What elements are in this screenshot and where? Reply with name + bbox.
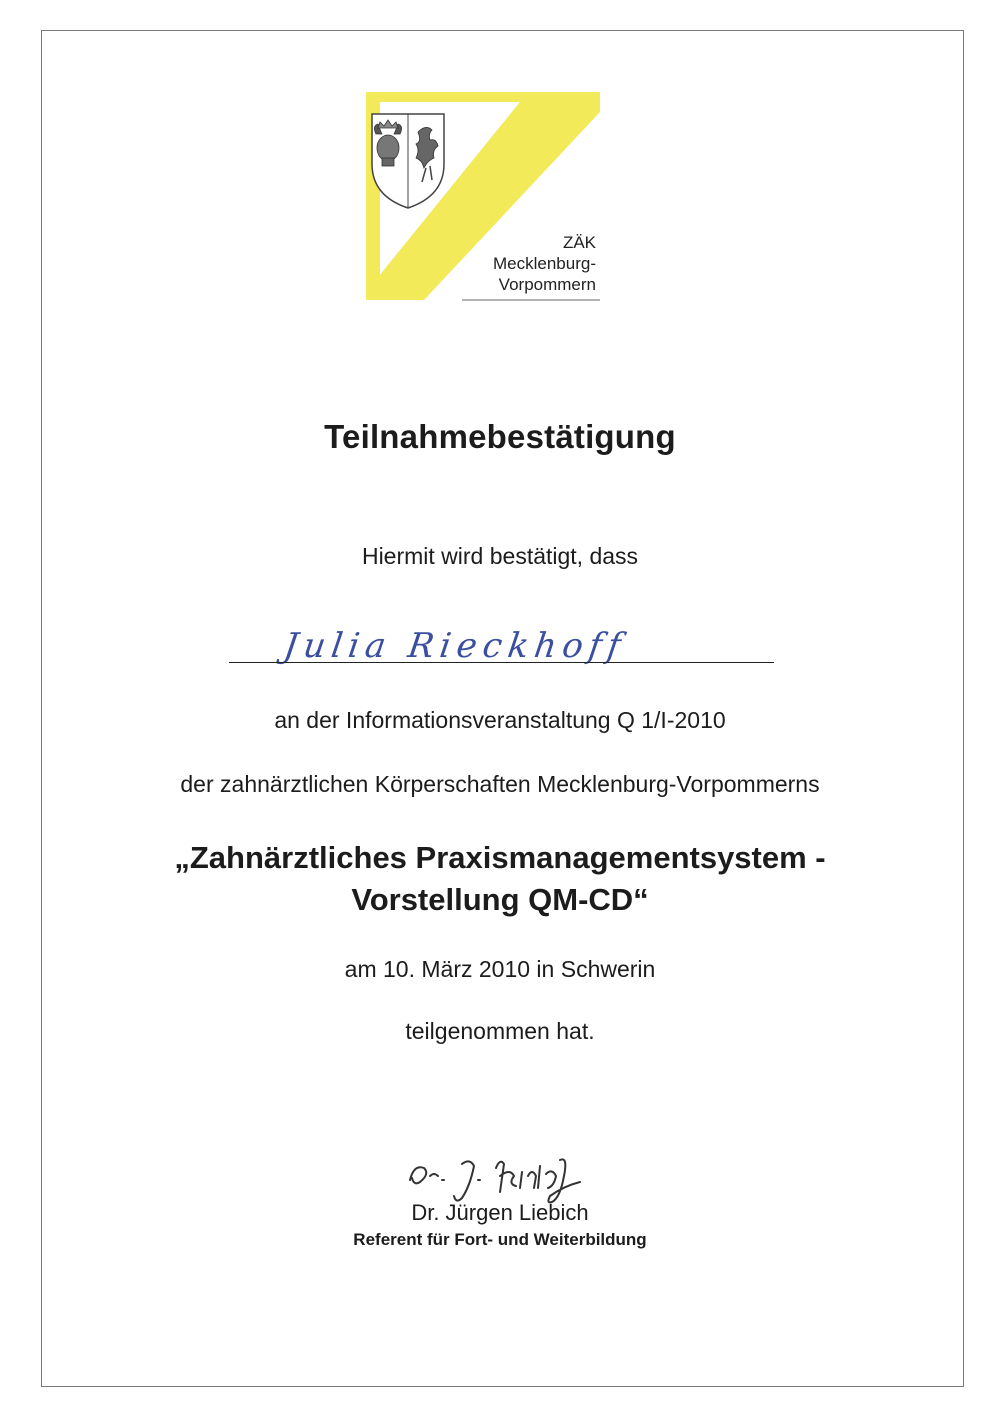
logo-text: [493, 232, 596, 295]
handwritten-signature: [404, 1146, 594, 1206]
logo-line-zaek: ZÄK: [562, 233, 596, 252]
participant-name-block: [229, 612, 774, 682]
logo-line-vorpommern: Vorpommern: [498, 275, 596, 294]
document-title: Teilnahmebestätigung: [324, 418, 676, 455]
topic-line-1: „Zahnärztliches Praxismanagementsystem -: [174, 840, 826, 875]
event-text: an der Informationsveranstaltung Q 1/I-2010: [274, 707, 726, 733]
participated-text: teilgenommen hat.: [405, 1018, 595, 1044]
yellow-strip-top: [366, 92, 600, 102]
signatory-name: Dr. Jürgen Liebich: [411, 1200, 589, 1225]
participant-name-handwritten: Julia Rieckhoff: [281, 626, 629, 666]
organizer-text: der zahnärztlichen Körperschaften Mecklenburg-Vorpommerns: [180, 771, 820, 797]
signatory-role: Referent für Fort- und Weiterbildung: [353, 1230, 647, 1249]
intro-text: Hiermit wird bestätigt, dass: [361, 543, 639, 569]
participant-name-line: [229, 662, 774, 663]
date-place-text: am 10. März 2010 in Schwerin: [344, 956, 656, 982]
topic-line-2: Vorstellung QM-CD“: [351, 882, 649, 917]
logo-line-mecklenburg: Mecklenburg-: [493, 254, 596, 273]
zaek-logo: [366, 92, 606, 302]
